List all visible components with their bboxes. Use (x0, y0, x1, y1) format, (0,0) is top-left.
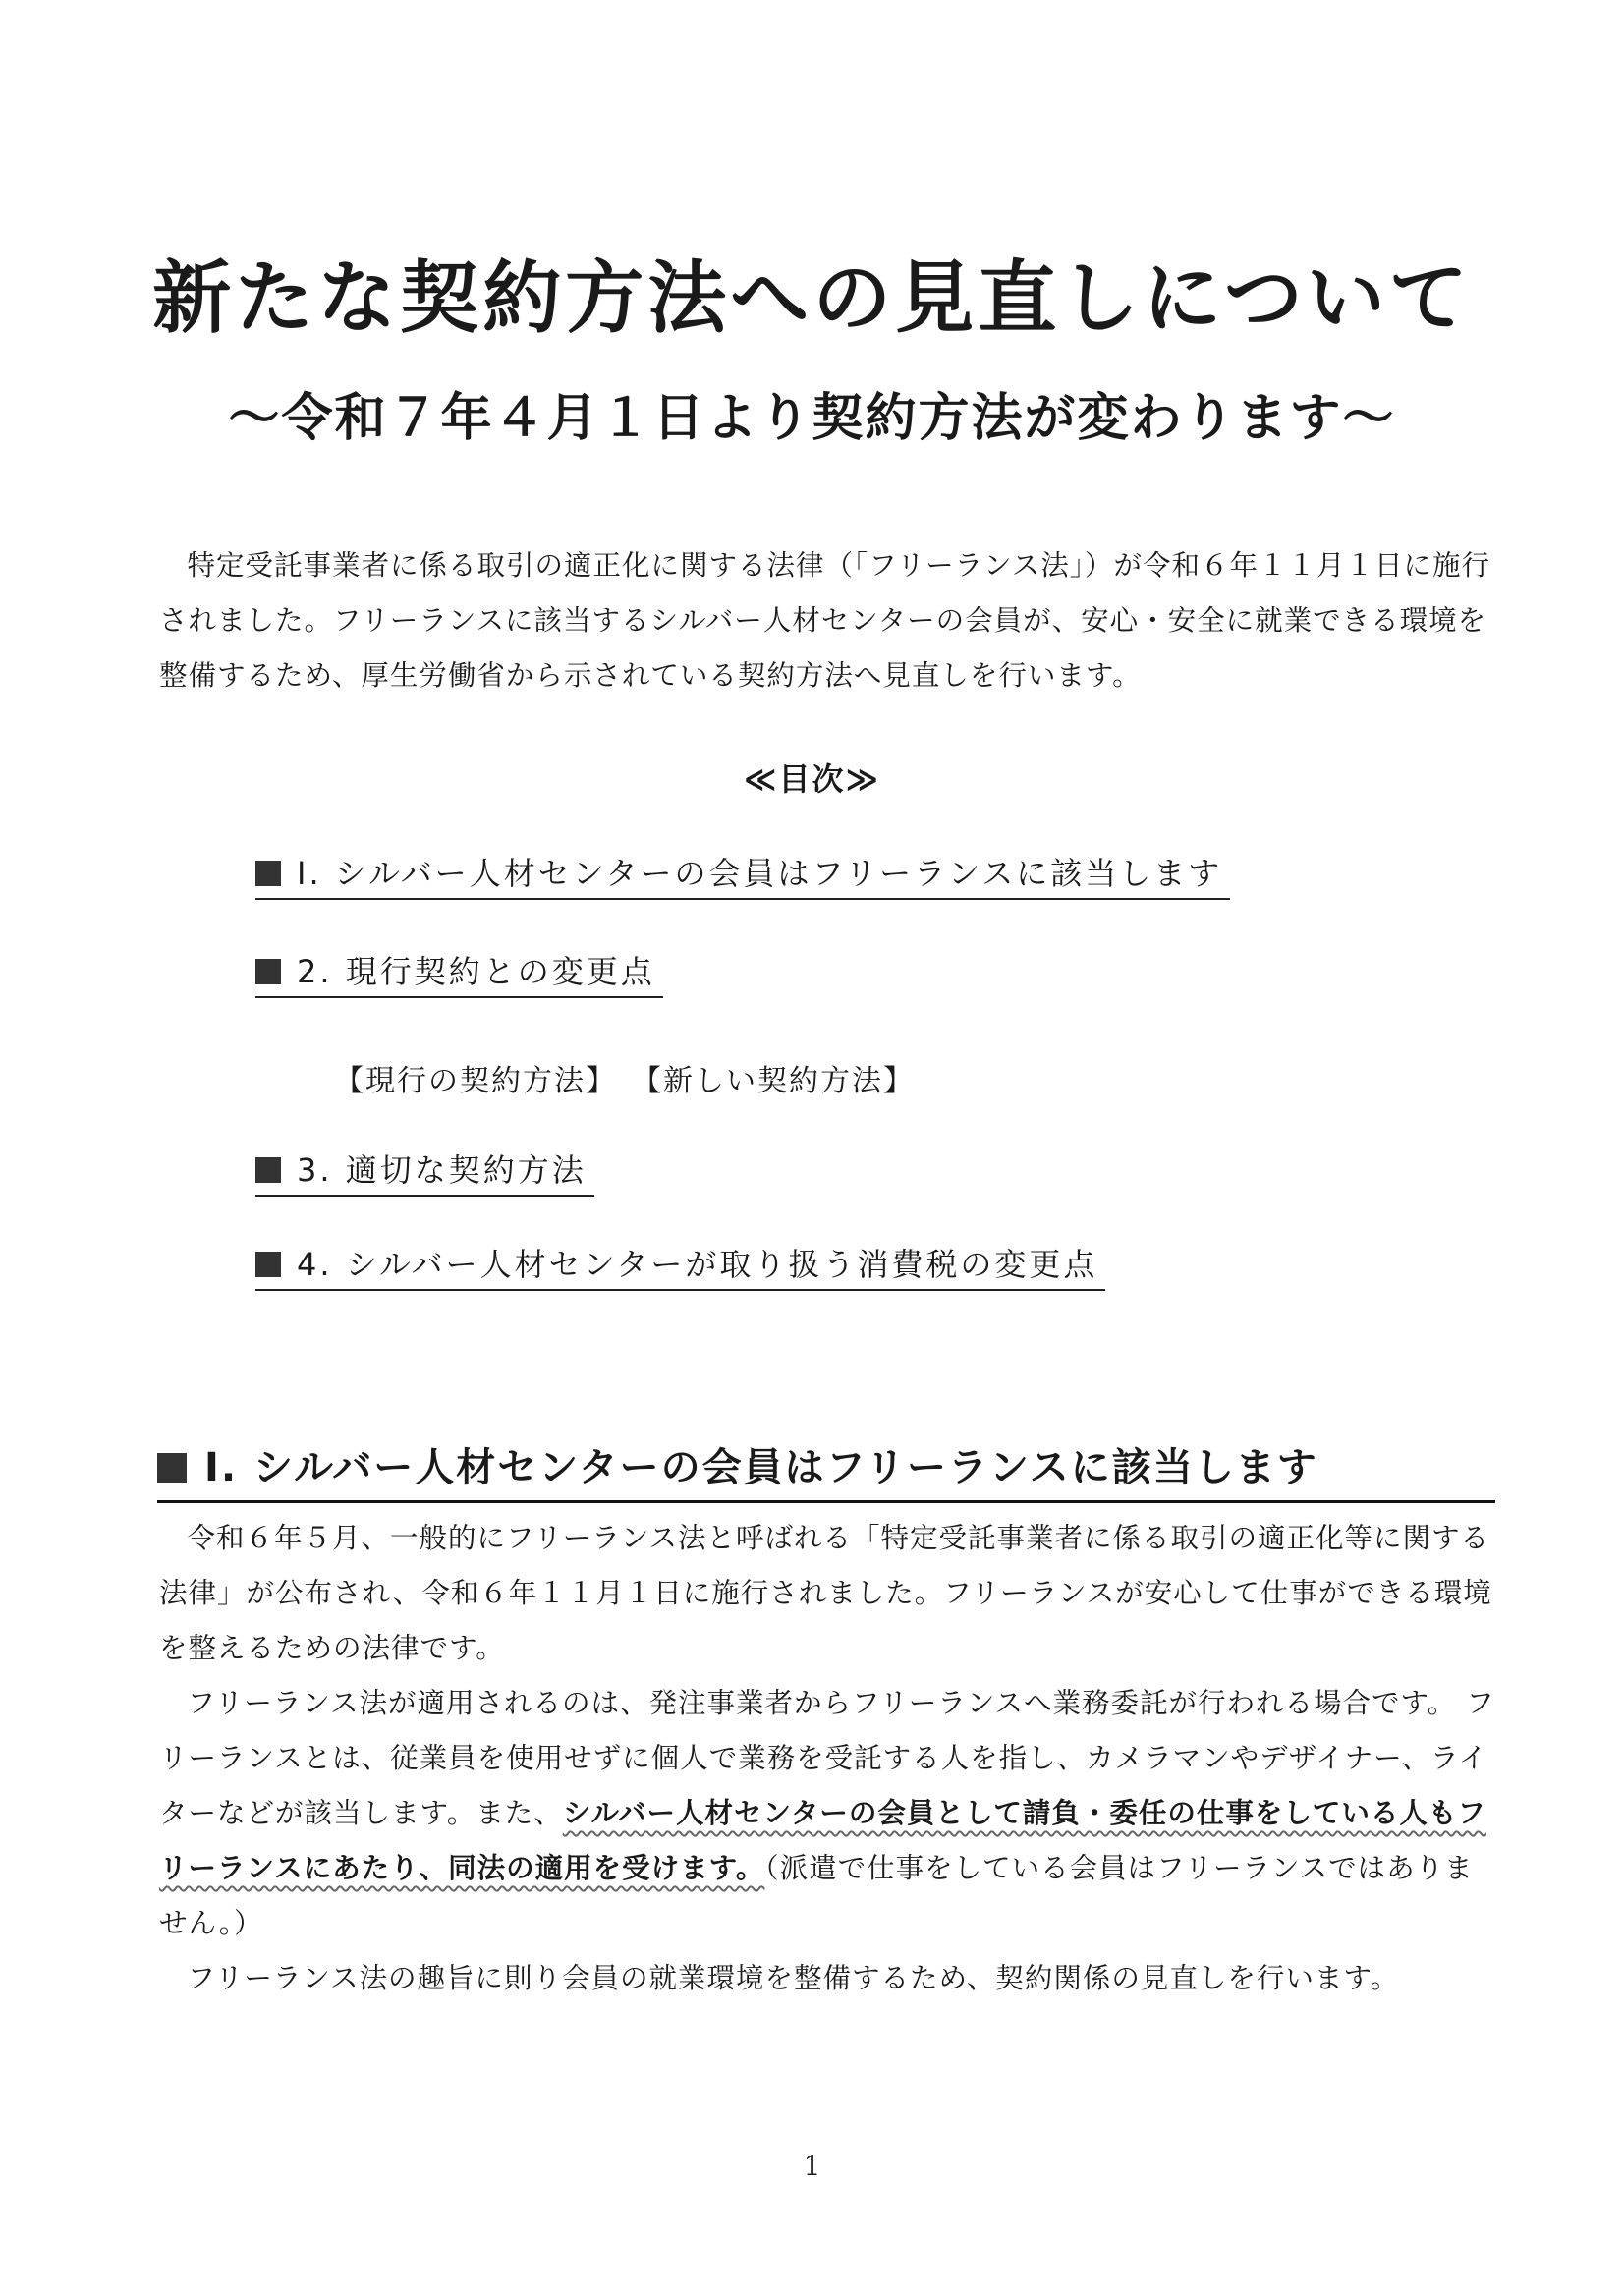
toc-item-label: Ⅰ. シルバー人材センターの会員はフリーランスに該当します (297, 855, 1223, 892)
section-1-paragraph-3: フリーランス法の趣旨に則り会員の就業環境を整備するため、契約関係の見直しを行います。 (187, 1962, 1400, 1994)
paragraph-2-highlight: シルバー人材センターの会員として請負・委任の仕事をしている人もフリーランスにあたり、同法の適用を受けます。 (159, 1797, 1486, 1884)
section-1-paragraph-1: 令和６年５月、一般的にフリーランス法と呼ばれる「特定受託事業者に係る取引の適正化等に関する法律」が公布され、令和６年１１月１日に施行されました。フリーランスが安心して仕事ができる環境を整えるための法律です。 (159, 1522, 1492, 1664)
toc-item-label: 2. 現行契約との変更点 (297, 953, 655, 990)
toc-sub-items (334, 1056, 944, 1099)
square-bullet-icon (255, 1157, 281, 1183)
toc-item-2[interactable] (255, 953, 663, 998)
square-bullet-icon (255, 959, 281, 984)
toc-sub-item-new: 【新しい契約方法】 (646, 1064, 915, 1098)
page-subtitle: ～令和７年４月１日より契約方法が変わります～ (228, 389, 1396, 448)
section-1-body (159, 1511, 1497, 2006)
square-bullet-icon (255, 861, 281, 886)
square-bullet-icon (255, 1252, 281, 1277)
square-bullet-icon (157, 1453, 187, 1483)
intro-paragraph: 特定受託事業者に係る取引の適正化に関する法律（「フリーランス法」）が令和６年１１月１日に施行されました。フリーランスに該当するシルバー人材センターの会員が、安心・安全に就業できる環境を整備するため、厚生労働省から示されている契約方法へ見直しを行います。 (159, 549, 1491, 692)
toc-item-label: 3. 適切な契約方法 (297, 1151, 587, 1189)
intro-text (159, 538, 1495, 703)
section-1-heading (157, 1436, 1495, 1503)
toc-sub-item-current: 【現行の契約方法】 (334, 1064, 617, 1098)
toc-item-1[interactable] (255, 855, 1230, 900)
paragraph-2-text-before: フリーランス法が適用されるのは、発注事業者からフリーランスへ業務委託が行われる場合です。 フリーランスとは、従業員を使用せずに個人で業務を受託する人を指し、カメラマンやデザイナー、ライターなどが該当します。また、 (159, 1687, 1495, 1829)
toc-item-3[interactable] (255, 1151, 594, 1197)
toc-heading: ≪目次≫ (743, 760, 880, 798)
section-1-heading-label: Ⅰ. シルバー人材センターの会員はフリーランスに該当します (204, 1445, 1318, 1490)
paragraph-2-text-after: （派遣で仕事をしている会員はフリーランスではありません。） (159, 1852, 1474, 1939)
section-1-paragraph-2 (159, 1676, 1497, 1951)
page-number: 1 (803, 2150, 821, 2182)
page-title: 新たな契約方法への見直しについて (152, 252, 1472, 344)
toc-item-4[interactable] (255, 1246, 1105, 1291)
toc-item-label: 4. シルバー人材センターが取り扱う消費税の変更点 (297, 1246, 1098, 1283)
